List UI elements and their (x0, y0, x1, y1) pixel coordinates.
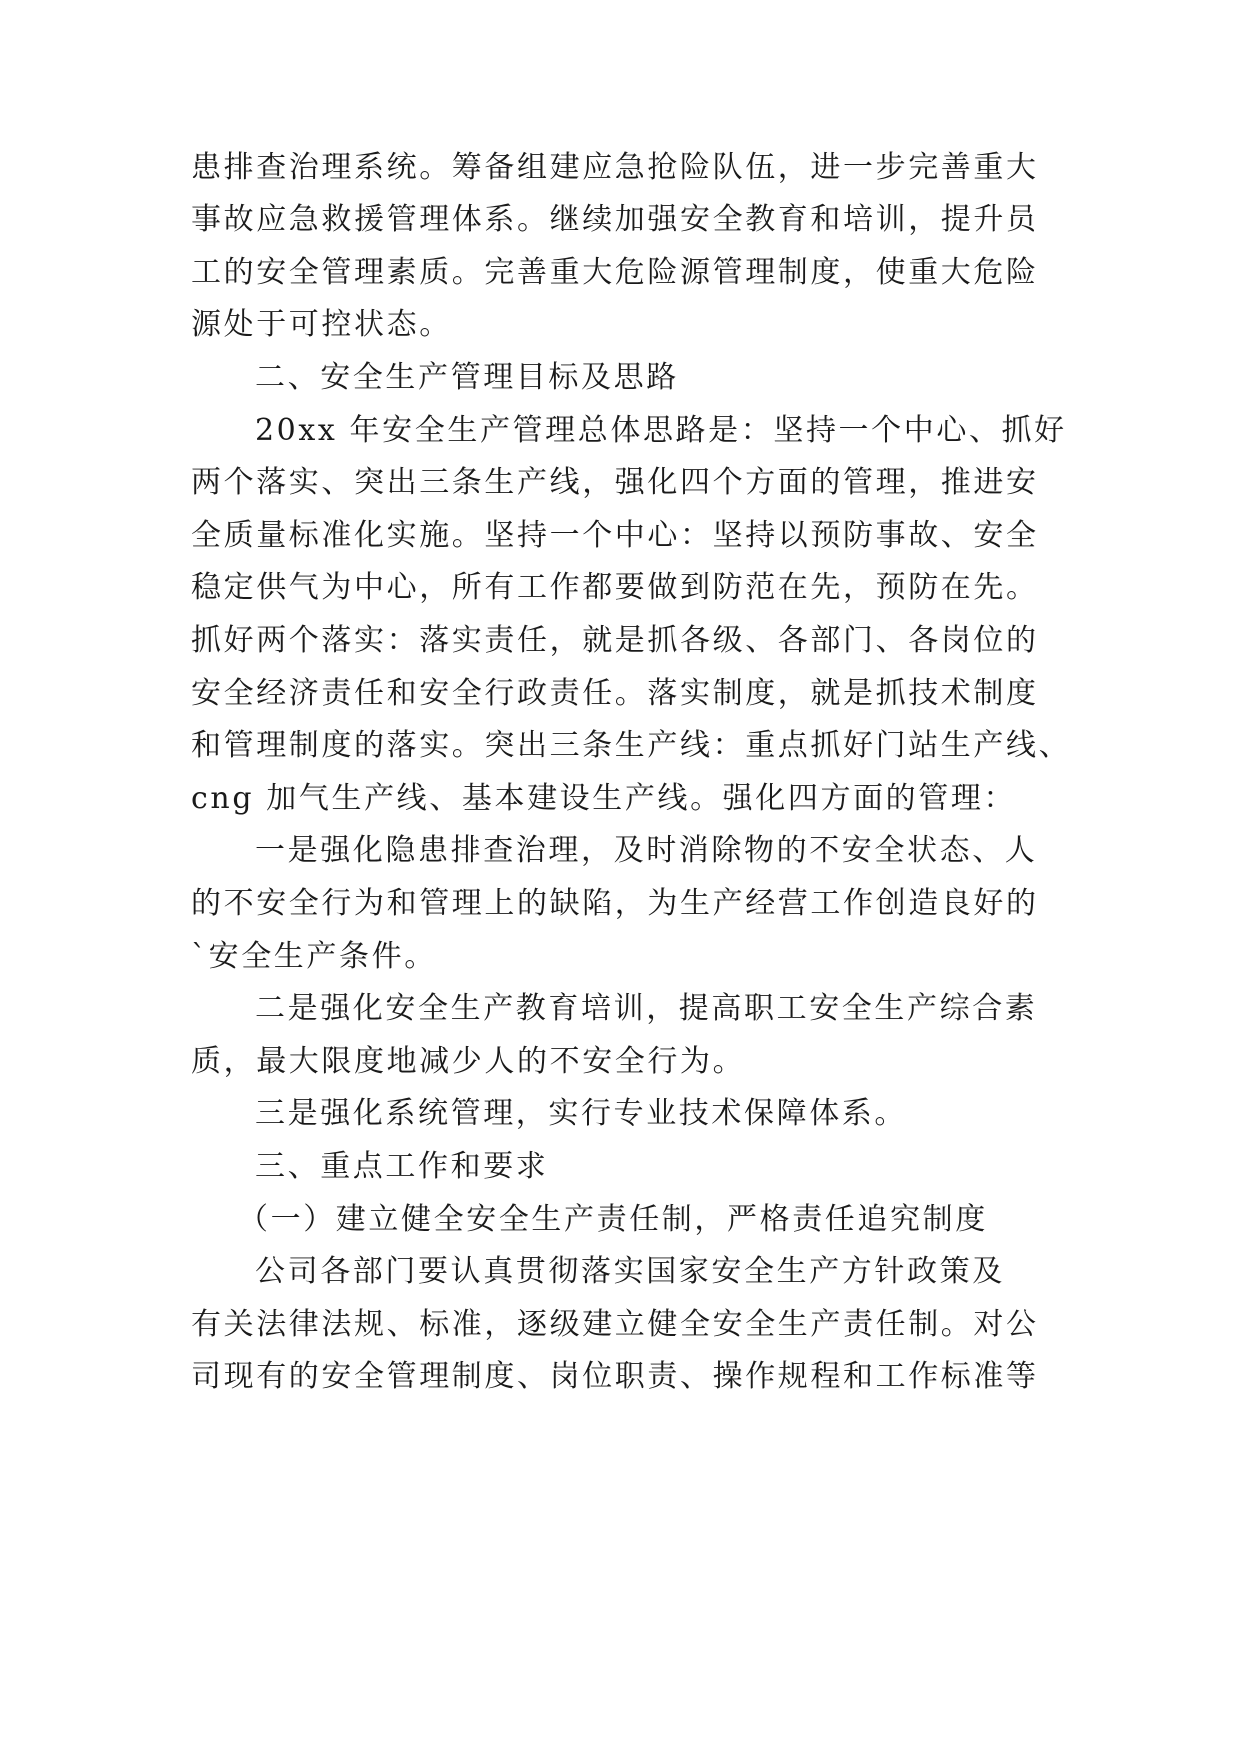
text-line: 司现有的安全管理制度、岗位职责、操作规程和工作标准等 (191, 1359, 1039, 1394)
text-line: 稳定供气为中心，所有工作都要做到防范在先，预防在先。 (191, 570, 1039, 605)
text-line: cng 加气生产线、基本建设生产线。强化四方面的管理： (191, 781, 1017, 816)
text-line: 安全经济责任和安全行政责任。落实制度，就是抓技术制度 (191, 676, 1039, 711)
text-line: 全质量标准化实施。坚持一个中心：坚持以预防事故、安全 (191, 518, 1039, 553)
text-line: 质，最大限度地减少人的不安全行为。 (191, 1044, 746, 1079)
text-line: 的不安全行为和管理上的缺陷，为生产经营工作创造良好的 (191, 886, 1039, 921)
section-heading: 三、重点工作和要求 (255, 1149, 549, 1184)
text-line: 患排查治理系统。筹备组建应急抢险队伍，进一步完善重大 (191, 150, 1039, 185)
subsection-heading: （一）建立健全安全生产责任制，严格责任追究制度 (238, 1202, 988, 1237)
text-line: 公司各部门要认真贯彻落实国家安全生产方针政策及 (255, 1254, 1005, 1289)
text-line: 抓好两个落实：落实责任，就是抓各级、各部门、各岗位的 (191, 623, 1039, 658)
text-line: 一是强化隐患排查治理，及时消除物的不安全状态、人 (255, 833, 1038, 868)
text-line: 工的安全管理素质。完善重大危险源管理制度，使重大危险 (191, 255, 1039, 290)
text-line: 20xx 年安全生产管理总体思路是：坚持一个中心、抓好 (255, 413, 1067, 448)
text-line: 有关法律法规、标准，逐级建立健全安全生产责任制。对公 (191, 1307, 1039, 1342)
text-line: 源处于可控状态。 (191, 307, 452, 342)
text-line: 两个落实、突出三条生产线，强化四个方面的管理，推进安 (191, 465, 1039, 500)
text-line: `安全生产条件。 (191, 939, 437, 974)
section-heading: 二、安全生产管理目标及思路 (255, 360, 679, 395)
text-line: 事故应急救援管理体系。继续加强安全教育和培训，提升员 (191, 202, 1039, 237)
text-line: 和管理制度的落实。突出三条生产线：重点抓好门站生产线、 (191, 728, 1072, 763)
text-line: 二是强化安全生产教育培训，提高职工安全生产综合素 (255, 991, 1038, 1026)
text-line: 三是强化系统管理，实行专业技术保障体系。 (255, 1096, 907, 1131)
